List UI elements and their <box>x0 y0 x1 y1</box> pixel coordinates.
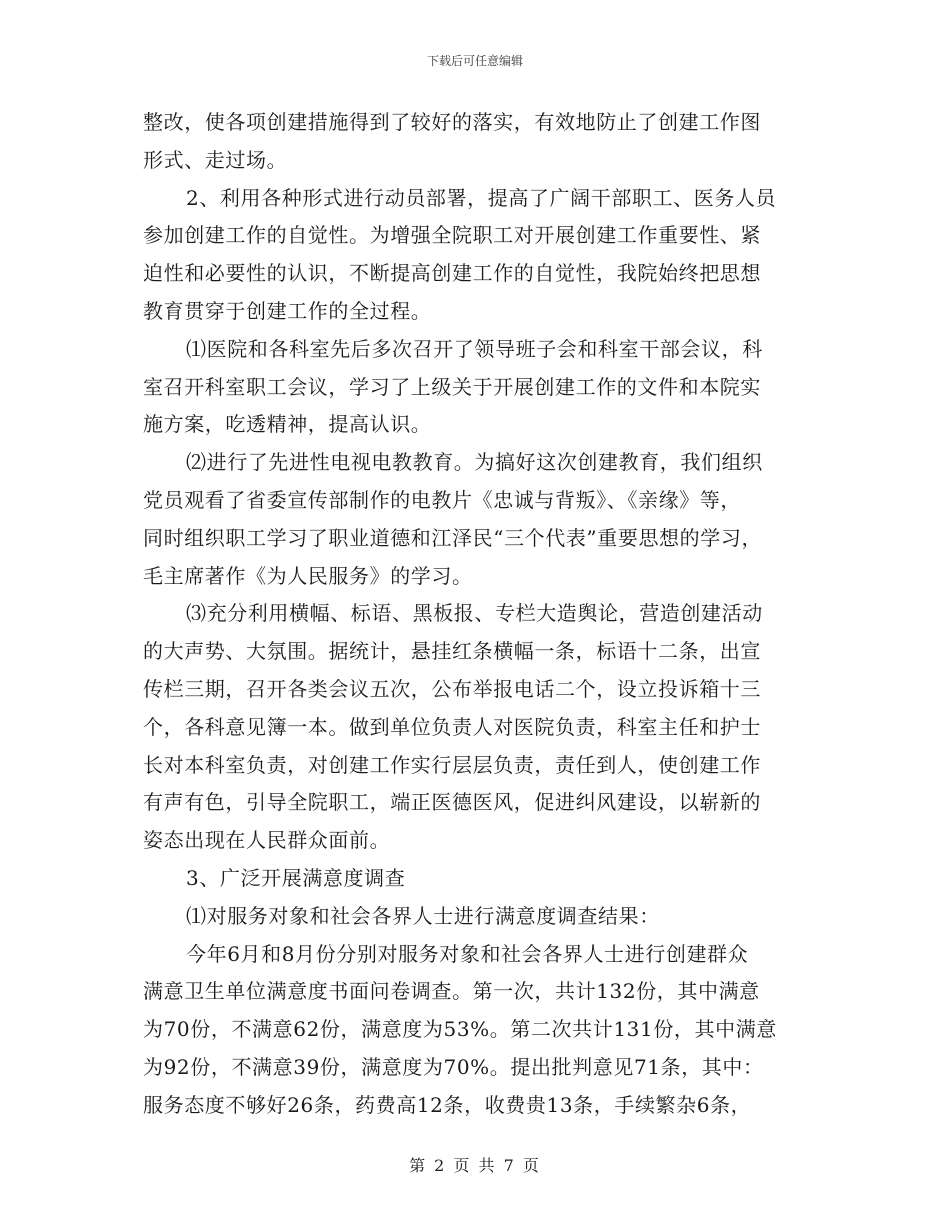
body-line: 党员观看了省委宣传部制作的电教片《忠诚与背叛》、《亲缘》等， <box>143 487 741 512</box>
body-line: 为70份，不满意62份，满意度为53%。第二次共计131份，其中满意 <box>143 1017 777 1042</box>
body-line: 室召开科室职工会议，学习了上级关于开展创建工作的文件和本院实 <box>143 374 761 399</box>
body-line: ⑶充分利用横幅、标语、黑板报、专栏大造舆论，营造创建活动 <box>186 601 763 626</box>
body-line: 有声有色，引导全院职工，端正医德医风，促进纠风建设，以崭新的 <box>143 790 761 815</box>
section-heading: 3、广泛开展满意度调查 <box>186 865 406 890</box>
body-line: ⑴医院和各科室先后多次召开了领导班子会和科室干部会议，科 <box>186 336 763 361</box>
page-header: 下载后可任意编辑 <box>426 54 523 68</box>
body-line: 施方案，吃透精神，提高认识。 <box>143 412 432 437</box>
body-line: 迫性和必要性的认识，不断提高创建工作的自觉性，我院始终把思想 <box>143 261 761 286</box>
body-line: 姿态出现在人民群众面前。 <box>143 828 391 853</box>
body-line: 2、利用各种形式进行动员部署，提高了广阔干部职工、医务人员 <box>186 185 777 210</box>
body-line: 服务态度不够好26条，药费高12条，收费贵13条，手续繁杂6条， <box>143 1092 752 1117</box>
body-line: 参加创建工作的自觉性。为增强全院职工对开展创建工作重要性、紧 <box>143 223 761 248</box>
body-line: 形式、走过场。 <box>143 147 288 172</box>
body-line: 满意卫生单位满意度书面问卷调查。第一次，共计132份，其中满意 <box>143 979 760 1004</box>
body-line: ⑵进行了先进性电视电教教育。为搞好这次创建教育，我们组织 <box>186 450 763 475</box>
body-line: 同时组织职工学习了职业道德和江泽民“三个代表”重要思想的学习， <box>143 525 763 550</box>
body-line: 今年6月和8月份分别对服务对象和社会各界人士进行创建群众 <box>186 941 749 966</box>
body-line: 毛主席著作《为人民服务》的学习。 <box>143 563 473 588</box>
body-line: 长对本科室负责，对创建工作实行层层负责，责任到人，使创建工作 <box>143 752 761 777</box>
body-line: ⑴对服务对象和社会各界人士进行满意度调查结果： <box>186 903 660 928</box>
document-body <box>143 104 807 1125</box>
body-line: 为92份，不满意39份，满意度为70%。提出批判意见71条，其中： <box>143 1054 764 1079</box>
body-line: 教育贯穿于创建工作的全过程。 <box>143 298 432 323</box>
body-line: 的大声势、大氛围。据统计，悬挂红条横幅一条，标语十二条，出宣 <box>143 639 761 664</box>
page-number: 第 2 页 共 7 页 <box>409 1156 541 1175</box>
body-line: 传栏三期，召开各类会议五次，公布举报电话二个，设立投诉箱十三 <box>143 676 761 701</box>
body-line: 整改，使各项创建措施得到了较好的落实，有效地防止了创建工作图 <box>143 110 761 134</box>
body-line: 个，各科意见簿一本。做到单位负责人对医院负责，科室主任和护士 <box>143 714 761 739</box>
